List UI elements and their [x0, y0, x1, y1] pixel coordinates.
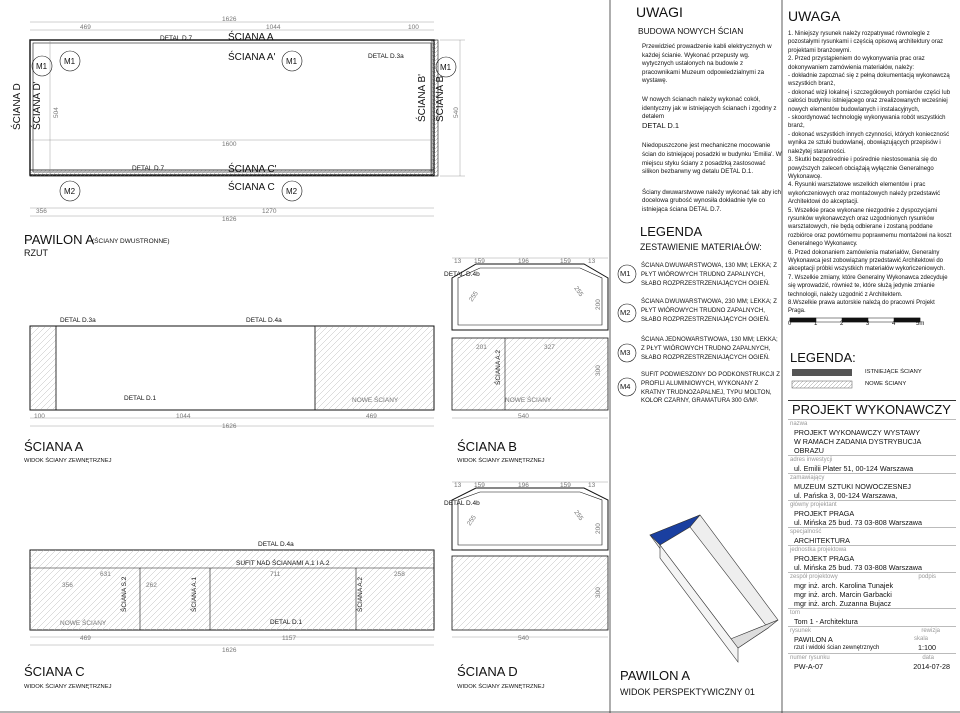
tb-value: ul. Mińska 25 bud. 73 03-808 Warszawa	[794, 563, 922, 572]
perspective-subtitle: WIDOK PERSPEKTYWICZNY 01	[620, 687, 755, 697]
dimension: 1044	[266, 24, 281, 31]
dimension: 255	[465, 514, 478, 528]
notes-paragraph: W nowych ścianach należy wykonać cokół, identyczny jak w istniejących ścianach i zgodny z detalem	[642, 95, 777, 121]
dimension: 356	[62, 582, 73, 589]
tb-value: ul. Pańska 3, 00-124 Warszawa,	[794, 491, 898, 500]
dimension: 540	[518, 413, 529, 420]
dimension: 13	[588, 482, 596, 489]
perspective-view	[650, 515, 778, 662]
wall-label-b-prime: ŚCIANA B'	[417, 73, 428, 122]
tb-label: podpis	[918, 574, 936, 580]
dimension: 255	[467, 290, 480, 304]
material-tag: M1	[64, 57, 76, 66]
section-ref: ŚCIANA S.2	[121, 576, 128, 612]
material-tag: M1	[286, 57, 298, 66]
dimension: 100	[408, 24, 419, 31]
section-ref: ŚCIANA A.2	[357, 576, 364, 612]
material-tag: M1	[36, 62, 48, 71]
legend-heading: LEGENDA	[640, 224, 703, 239]
new-walls-note: NOWE ŚCIANY	[352, 397, 399, 404]
wall-c-elevation	[30, 550, 434, 645]
dimension: 201	[476, 344, 487, 351]
plan-subtitle: RZUT	[24, 248, 48, 258]
tb-label: zespół projektowy	[790, 574, 838, 580]
dimension: 13	[454, 258, 462, 265]
tb-drawing-row	[788, 635, 956, 653]
perspective-title: PAWILON A	[620, 668, 691, 683]
dimension: 504	[53, 107, 60, 118]
wall-label-a: ŚCIANA A	[228, 32, 274, 43]
new-walls-note: NOWE ŚCIANY	[505, 397, 552, 404]
dimension: 159	[560, 482, 571, 489]
wall-c-subtitle: WIDOK ŚCIANY ZEWNĘTRZNEJ	[24, 684, 112, 690]
wall-a-elevation	[30, 326, 434, 426]
dimension: 469	[366, 413, 377, 420]
wall-legend-existing: ISTNIEJĄCE ŚCIANY	[865, 369, 922, 375]
tb-value: ul. Emilii Plater 51, 00-124 Warszawa	[794, 464, 914, 473]
wall-label-b: ŚCIANA B	[435, 75, 446, 122]
tb-label: tom	[788, 608, 956, 617]
legend-panel	[640, 224, 780, 253]
tb-value: mgr inż. arch. Marcin Garbacki	[794, 590, 892, 599]
tb-value: mgr inż. arch. Zuzanna Bujacz	[794, 599, 892, 608]
drawing-number: PW-A-07	[794, 662, 824, 671]
tb-label-row	[788, 626, 956, 635]
wall-b-elevation	[452, 258, 608, 418]
plan-title-suffix: (ŚCIANY DWUSTRONNE)	[92, 238, 170, 245]
tb-value: mgr inż. arch. Karolina Tunajek	[794, 581, 894, 590]
material-symbols	[618, 265, 636, 396]
dimension: 540	[453, 107, 460, 118]
dimension: 159	[474, 482, 485, 489]
dimension: 1157	[282, 635, 296, 642]
tb-label: numer rysunku	[790, 655, 830, 661]
dimension: 1626	[222, 647, 237, 654]
wall-c-title: ŚCIANA C	[24, 664, 85, 679]
wall-label-d: ŚCIANA D	[12, 83, 23, 130]
dimension: 540	[518, 635, 529, 642]
tb-label: główny projektant	[788, 500, 956, 509]
dimension: 100	[34, 413, 45, 420]
dimension: 711	[270, 571, 281, 578]
material-desc: SUFIT PODWIESZONY DO PODKONSTRUKCJI Z PROFILI ALUMINIOWYCH, WYKONANY Z KRATNY TRUDNOZAPALNEJ, TYPU MOLTON, KOLOR CZARNY, GRAMATURA 300 G/M².	[641, 371, 780, 405]
detail-ref: DETAL D.7	[132, 165, 165, 172]
wall-legend-swatches	[792, 369, 852, 388]
drawing-desc: rzut i widoki ścian zewnętrznych	[794, 645, 880, 651]
material-tag: M1	[440, 63, 452, 72]
perspective-labels	[620, 668, 755, 697]
dimension: 13	[454, 482, 462, 489]
wall-d-title: ŚCIANA D	[457, 664, 518, 679]
material-code-m4: M4	[620, 382, 631, 391]
material-tag: M2	[286, 187, 298, 196]
wall-label-a-prime: ŚCIANA A'	[228, 52, 276, 63]
detail-ref: DETAL D.3a	[368, 53, 404, 60]
section-ref: ŚCIANA A.1	[191, 576, 198, 612]
dimension: 1626	[222, 16, 237, 23]
dimension: 196	[518, 482, 529, 489]
dimension: 1270	[262, 208, 277, 215]
project-type: PROJEKT WYKONAWCZY	[792, 402, 951, 417]
wall-label-d-prime: ŚCIANA D'	[32, 81, 43, 130]
dimension: 258	[394, 571, 405, 578]
notes-heading: UWAGI	[636, 4, 683, 20]
detail-ref: DETAL D.4a	[246, 317, 282, 324]
scale-label: 0	[788, 321, 792, 327]
material-tag: M2	[64, 187, 76, 196]
wall-legend-new: NOWE ŚCIANY	[865, 381, 907, 387]
tb-value: PROJEKT WYKONAWCZY WYSTAWY	[794, 428, 921, 437]
uwaga-heading: UWAGA	[788, 8, 841, 24]
material-code-m1: M1	[620, 269, 631, 278]
tb-label: specjalność	[788, 527, 956, 536]
tb-value: W RAMACH ZADANIA DYSTRYBUCJA	[794, 437, 922, 446]
tb-label: skala	[914, 636, 929, 642]
tb-value: ARCHITEKTURA	[794, 536, 850, 545]
notes-paragraph: Niedopuszczone jest mechaniczne mocowanie ścian do istniejącej posadzki w budynku 'Emilia'. W miejscu styku ściany z posadzką zastosować silikon bezbarwny wg detalu DETAL D.1.	[642, 142, 782, 176]
wall-b-subtitle: WIDOK ŚCIANY ZEWNĘTRZNEJ	[457, 458, 545, 464]
uwaga-panel	[788, 8, 956, 316]
section-ref: ŚCIANA A.2	[495, 349, 502, 385]
dimension: 300	[595, 587, 602, 598]
dimension: 159	[560, 258, 571, 265]
tb-label-row	[788, 572, 956, 581]
wall-a-subtitle: WIDOK ŚCIANY ZEWNĘTRZNEJ	[24, 458, 112, 464]
material-desc: ŚCIANA DWUWARSTWOWA, 130 MM; LEKKA; Z PŁYT WIÓROWYCH TRUDNO ZAPALNYCH, SŁABO ROZPRZESTRZENIAJĄCYCH OGIEŃ.	[641, 262, 777, 287]
plan-title: PAWILON A	[24, 232, 95, 247]
title-block	[788, 400, 956, 671]
tb-label: adres inwestycji	[788, 455, 956, 464]
dimension: 1044	[176, 413, 191, 420]
dimension: 200	[595, 299, 602, 310]
tb-value: PROJEKT PRAGA	[794, 509, 855, 518]
scale-label: 3	[866, 321, 870, 327]
dimension: 262	[146, 582, 157, 589]
notes-panel	[612, 4, 780, 215]
dimension: 1600	[222, 141, 237, 148]
tb-label: data	[922, 655, 934, 661]
tb-value: Tom 1 - Architektura	[794, 617, 858, 626]
drawing-date: 2014-07-28	[913, 662, 950, 671]
scale-label: 4	[892, 321, 896, 327]
detail-ref: DETAL D.7	[160, 35, 193, 42]
tb-value: MUZEUM SZTUKI NOWOCZESNEJ	[794, 482, 911, 491]
tb-label: nazwa	[788, 419, 956, 428]
tb-label: rewizja	[921, 628, 940, 634]
notes-subheading: BUDOWA NOWYCH ŚCIAN	[638, 26, 744, 36]
detail-ref: DETAL D.4b	[444, 271, 480, 278]
scale-label: 2	[840, 321, 844, 327]
wall-a-title: ŚCIANA A	[24, 439, 84, 454]
dimension: 300	[595, 365, 602, 376]
dimension: 255	[572, 509, 585, 523]
dimension: 13	[588, 258, 596, 265]
dimension: 200	[595, 523, 602, 534]
detail-ref: DETAL D.4b	[444, 500, 480, 507]
tb-value: OBRAZU	[794, 446, 824, 455]
wall-label-c-prime: ŚCIANA C'	[228, 164, 277, 175]
drawing-scale: 1:100	[918, 643, 936, 652]
notes-detail-ref: DETAL D.1	[642, 120, 680, 130]
ceiling-note: SUFIT NAD ŚCIANAMI A.1 I A.2	[236, 560, 330, 567]
wall-b-title: ŚCIANA B	[457, 439, 517, 454]
notes-paragraph: Ściany dwuwarstwowe należy wykonać tak aby ich docelowa grubość wynosiła dokładnie tyle co istniejąca ściana DETAL D.7.	[642, 188, 781, 213]
material-desc: ŚCIANA JEDNOWARSTWOWA, 130 MM; LEKKA; Z PŁYT WIÓROWYCH TRUDNO ZAPALNYCH, SŁABO ROZPRZESTRZENIAJĄCYCH OGIEŃ.	[641, 336, 778, 361]
dimension: 255	[572, 285, 585, 299]
dimension: 631	[100, 571, 111, 578]
scale-label: 1	[814, 321, 818, 327]
tb-value: PROJEKT PRAGA	[794, 554, 855, 563]
tb-value: ul. Mińska 25 bud. 73 03-808 Warszawa	[794, 518, 922, 527]
tb-number-row	[788, 662, 956, 671]
tb-label: jednostka projektowa	[788, 545, 956, 554]
tb-label-row	[788, 653, 956, 662]
wall-legend-heading: LEGENDA:	[790, 350, 856, 365]
material-code-m2: M2	[620, 308, 631, 317]
new-walls-note: NOWE ŚCIANY	[60, 620, 107, 627]
wall-label-c: ŚCIANA C	[228, 182, 275, 193]
detail-ref: DETAL D.3a	[60, 317, 96, 324]
dimension: 159	[474, 258, 485, 265]
dimension: 327	[544, 344, 555, 351]
detail-ref: DETAL D.1	[124, 395, 157, 402]
tb-label: zamawiający	[788, 473, 956, 482]
detail-ref: DETAL D.1	[270, 619, 303, 626]
plan-labels	[10, 16, 460, 258]
dimension: 196	[518, 258, 529, 265]
detail-ref: DETAL D.4a	[258, 541, 294, 548]
notes-paragraph: Przewidzieć prowadzenie kabli elektrycznych w każdej ścianie. Wykonać przepusty wg. wytycznych ustalonych na budowie z pracownikami Muzeum odpowiedzialnymi za wystawę.	[642, 43, 772, 85]
dimension: 469	[80, 24, 91, 31]
tb-label: rysunek	[790, 628, 812, 634]
uwaga-text: 1. Niniejszy rysunek należy rozpatrywać równolegle z pozostałymi rysunkami i częścią opisową architektury oraz projektami branżowymi. 2. Przed przystąpieniem do wykonywania prac oraz dokonywaniem zamówienia materiałów, należy: - dokładnie zapoznać się z pełną dokumentacją wykonawczą wszystkich branż, - dokonać wizji lokalnej i szczegółowych pomiarów części lub całości budynku istniejącego oraz zrealizowanych wcześniej nowych elementów budowlanych i instalacyjnych, - skoordynować technologię wykonywania robót wszystkich branż, - dokonać wszystkich innych czynności, których konieczność wynika ze sztuki budowlanej, obowiązujących przepisów i należytej staranności. 3. Skutki bezpośrednie i pośrednie niestosowania się do powyższych zaleceń obciążają wyłącznie Generalnego Wykonawcę. 4. Rysunki warsztatowe wszelkich elementów i prac wykończeniowych oraz montażowych należy przedstawić Architektowi do akceptacji. 5. Wszelkie prace wykonane niezgodnie z dyspozycjami rysunków wykonawczych oraz uzgodnionych rysunków warsztatowych, nie będą odbierane i zostaną poddane rozbiórce oraz powtórnemu poprawnemu montażowi na koszt Generalnego Wykonawcy. 6. Przed dokonaniem zamówienia materiałów, Generalny Wykonawca jest zobowiązany przedstawić Architektowi do akceptacji próbki wszystkich materiałów wykończeniowych. 7. Wszelkie zmiany, które Generalny Wykonawca zdecyduje się wprowadzić, również te, które służą jedynie zmianie technologii, należy uzgodnić z Architektem. 8.Wszelkie prawa autorskie należą do pracowni Projekt Praga.	[788, 31, 952, 315]
drawing-name: PAWILON A	[794, 635, 833, 644]
scale-bar	[790, 318, 920, 322]
material-code-m3: M3	[620, 348, 631, 357]
material-desc: ŚCIANA DWUWARSTWOWA, 230 MM; LEKKA; Z PŁYT WIÓROWYCH TRUDNO ZAPALNYCH, SŁABO ROZPRZESTRZENIAJĄCYCH OGIEŃ.	[641, 298, 777, 323]
dimension: 469	[80, 635, 91, 642]
wall-d-subtitle: WIDOK ŚCIANY ZEWNĘTRZNEJ	[457, 684, 545, 690]
dimension: 1626	[222, 216, 237, 223]
legend-subheading: ZESTAWIENIE MATERIAŁÓW:	[640, 242, 762, 252]
dimension: 356	[36, 208, 47, 215]
scale-label: 5m	[916, 321, 925, 327]
dimension: 1626	[222, 423, 237, 430]
